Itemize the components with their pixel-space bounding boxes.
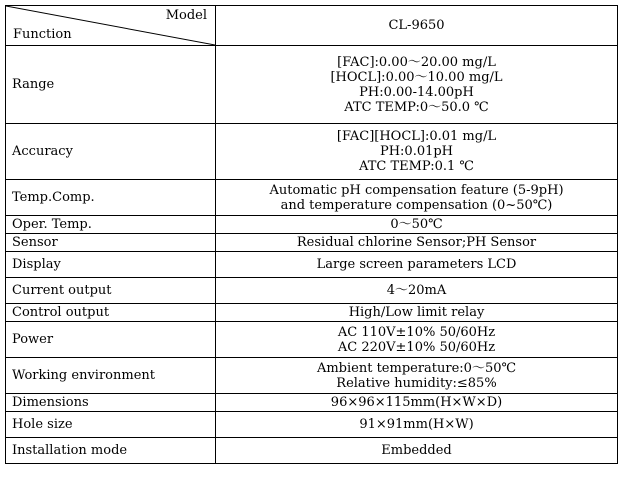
row-value — [216, 412, 618, 438]
row-range — [6, 46, 618, 124]
model-value: CL-9650 — [216, 6, 618, 46]
value-line: 91×91mm(H×W) — [359, 417, 474, 432]
row-label: Accuracy — [6, 124, 216, 180]
row-value — [216, 216, 618, 234]
row-value — [216, 322, 618, 358]
row-label: Installation mode — [6, 438, 216, 464]
row-display — [6, 252, 618, 278]
row-label: Oper. Temp. — [6, 216, 216, 234]
row-value — [216, 180, 618, 216]
value-line: ATC TEMP:0.1 ℃ — [359, 159, 474, 174]
row-label: Dimensions — [6, 394, 216, 412]
row-value — [216, 394, 618, 412]
value-line: Relative humidity:≤85% — [336, 375, 497, 391]
value-line: [FAC][HOCL]:0.01 mg/L — [336, 129, 497, 144]
row-value — [216, 252, 618, 278]
row-value — [216, 124, 618, 180]
row-value — [216, 46, 618, 124]
row-oper-temp — [6, 216, 618, 234]
row-label: Current output — [6, 278, 216, 304]
row-value — [216, 358, 618, 394]
value-line: 96×96×115mm(H×W×D) — [330, 395, 503, 410]
row-temp-comp — [6, 180, 618, 216]
value-line: PH:0.01pH — [379, 144, 454, 159]
row-label: Sensor — [6, 234, 216, 252]
value-line: 0～50℃ — [390, 217, 443, 232]
row-current-output — [6, 278, 618, 304]
row-hole-size — [6, 412, 618, 438]
row-sensor — [6, 234, 618, 252]
value-line: PH:0.00-14.00pH — [359, 84, 474, 100]
row-control-output — [6, 304, 618, 322]
row-label: Display — [6, 252, 216, 278]
row-value — [216, 234, 618, 252]
value-line: ATC TEMP:0～50.0 ℃ — [344, 99, 489, 115]
value-line: Automatic pH compensation feature (5-9pH) — [269, 182, 564, 198]
row-value — [216, 438, 618, 464]
row-label: Hole size — [6, 412, 216, 438]
value-line: Embedded — [381, 443, 452, 458]
value-line: Large screen parameters LCD — [316, 257, 517, 272]
value-line: [HOCL]:0.00～10.00 mg/L — [330, 69, 503, 85]
row-accuracy — [6, 124, 618, 180]
value-line: AC 110V±10% 50/60Hz — [337, 324, 496, 340]
diagonal-header-cell — [6, 6, 216, 46]
row-working-environment — [6, 358, 618, 394]
spec-table — [5, 5, 618, 464]
value-line: High/Low limit relay — [348, 305, 485, 320]
header-row — [6, 6, 618, 46]
row-value — [216, 278, 618, 304]
row-power — [6, 322, 618, 358]
row-label: Control output — [6, 304, 216, 322]
model-header-label: Model — [165, 8, 207, 23]
row-installation-mode — [6, 438, 618, 464]
row-label: Working environment — [6, 358, 216, 394]
row-label: Range — [6, 46, 216, 124]
value-line: AC 220V±10% 50/60Hz — [337, 339, 496, 355]
row-value — [216, 304, 618, 322]
value-line: and temperature compensation (0~50℃) — [280, 197, 553, 213]
value-line: 4～20mA — [386, 283, 447, 298]
function-header-label: Function — [13, 27, 72, 42]
row-label: Power — [6, 322, 216, 358]
value-line: Residual chlorine Sensor;PH Sensor — [296, 235, 537, 250]
row-label: Temp.Comp. — [6, 180, 216, 216]
value-line: [FAC]:0.00～20.00 mg/L — [337, 54, 496, 70]
value-line: Ambient temperature:0～50℃ — [316, 360, 517, 376]
row-dimensions — [6, 394, 618, 412]
